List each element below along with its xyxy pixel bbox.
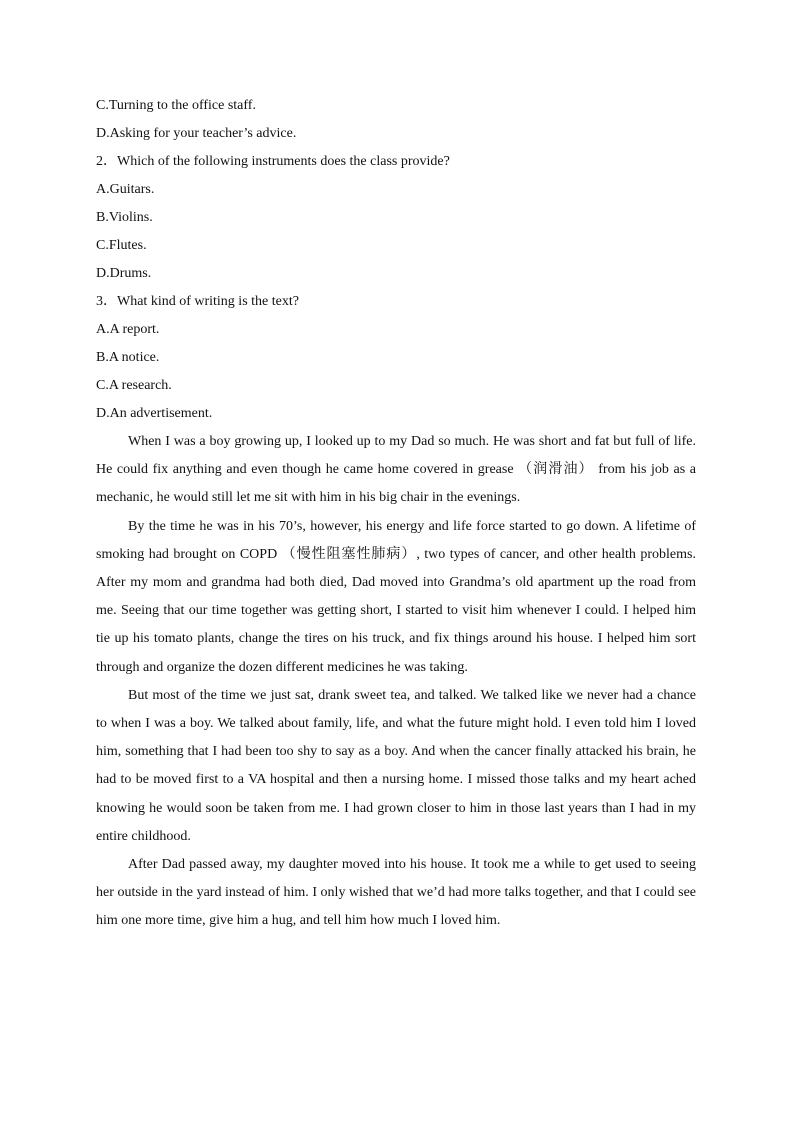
- q2-option-a: A.Guitars.: [96, 182, 155, 197]
- q1-option-c: C.Turning to the office staff.: [96, 98, 256, 113]
- q2-option-c: C.Flutes.: [96, 238, 147, 253]
- q1-option-d: D.Asking for your teacher’s advice.: [96, 126, 297, 141]
- passage-paragraph-3: But most of the time we just sat, drank sweet tea, and talked. We talked like we never had a chance to when I was a boy. We talked about family, life, and what the future might hold. I even told him I loved him, something that I had been too shy to say as a boy. And when the cancer finally attacked his brain, he had to be moved first to a VA hospital and then a nursing home. I missed those talks and my heart ached knowing he would soon be taken from me. I had grown closer to him in those last years than I had in my entire childhood.: [96, 687, 696, 844]
- q3-option-c: C.A research.: [96, 378, 172, 393]
- q3-stem: 3．What kind of writing is the text?: [96, 294, 299, 309]
- q3-option-d: D.An advertisement.: [96, 406, 213, 421]
- q3-option-a: A.A report.: [96, 322, 160, 337]
- document-page: [96, 92, 696, 936]
- q2-stem: 2．Which of the following instruments does the class provide?: [96, 154, 450, 169]
- q3-option-b: B.A notice.: [96, 350, 160, 365]
- passage-paragraph-4: After Dad passed away, my daughter moved into his house. It took me a while to get used to seeing her outside in the yard instead of him. I only wished that we’d had more talks together, and that I could see him one more time, give him a hug, and tell him how much I loved him.: [96, 857, 696, 929]
- q2-option-d: D.Drums.: [96, 266, 152, 281]
- q2-option-b: B.Violins.: [96, 210, 153, 225]
- passage-paragraph-1: When I was a boy growing up, I looked up to my Dad so much. He was short and fat but full of life. He could fix anything and even though he came home covered in grease （润滑油） from his job as a mechanic, he would still let me sit with him in his big chair in the evenings.: [96, 434, 696, 506]
- passage-paragraph-2: By the time he was in his 70’s, however, his energy and life force started to go down. A lifetime of smoking had brought on COPD （慢性阻塞性肺病）, two types of cancer, and other health problems. After my mom and grandma had both died, Dad moved into Grandma’s old apartment up the road from me. Seeing that our time together was getting short, I started to visit him whenever I could. I helped him tie up his tomato plants, change the tires on his truck, and fix things around his house. I helped him sort through and organize the dozen different medicines he was taking.: [96, 518, 696, 675]
